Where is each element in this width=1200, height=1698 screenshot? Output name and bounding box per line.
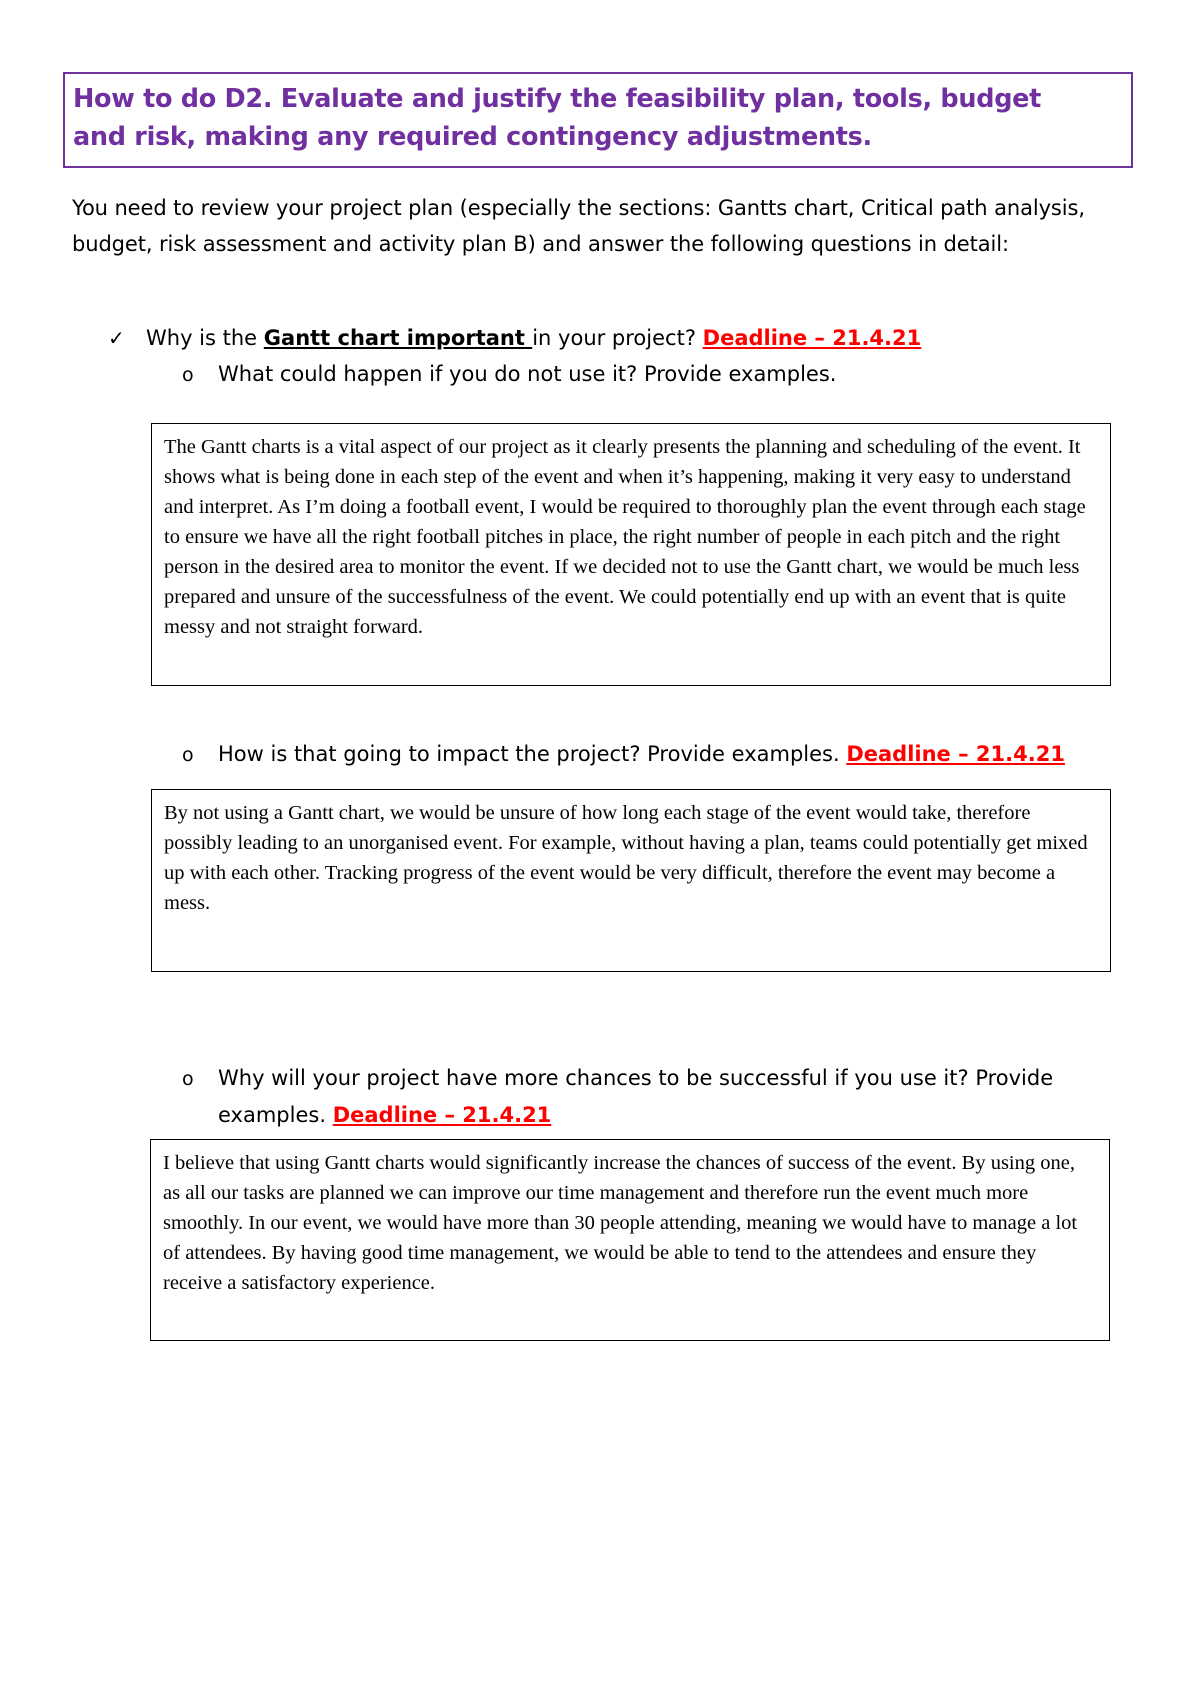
sub-question-1-text: What could happen if you do not use it? Provide examples. <box>218 362 837 386</box>
circle-bullet-icon: o <box>182 1068 194 1090</box>
sub-question-2 <box>182 736 1065 773</box>
main-question <box>108 320 921 356</box>
sub-question-3-text-line-1: Why will your project have more chances to be successful if you use it? Provide <box>218 1066 1054 1090</box>
main-question-emphasis: Gantt chart important <box>263 326 533 350</box>
checkmark-icon: ✓ <box>108 326 125 350</box>
answer-box-3[interactable]: I believe that using Gantt charts would significantly increase the chances of success of the event. By using one, as all our tasks are planned we can improve our time management and therefore run the event much more smoothly. In our event, we would have more than 30 people attending, meaning we would have to manage a lot of attendees. By having good time management, we would be able to tend to the attendees and ensure they receive a satisfactory experience. <box>150 1139 1110 1341</box>
heading-line-2: and risk, making any required contingency adjustments. <box>73 122 872 152</box>
heading-box <box>63 72 1133 168</box>
sub-question-2-text: How is that going to impact the project? Provide examples. <box>218 742 847 766</box>
sub-question-3 <box>182 1060 1162 1133</box>
circle-bullet-icon: o <box>182 364 194 386</box>
intro-paragraph: You need to review your project plan (especially the sections: Gantts chart, Critical path analysis, budget, risk assessment and activity plan B) and answer the following questions in detail: <box>72 196 1085 256</box>
deadline-label: Deadline – 21.4.21 <box>332 1103 552 1127</box>
answer-box-1[interactable]: The Gantt charts is a vital aspect of our project as it clearly presents the planning and scheduling of the event. It shows what is being done in each step of the event and when it’s happening, making it very easy to understand and interpret. As I’m doing a football event, I would be required to thoroughly plan the event through each stage to ensure we have all the right football pitches in place, the right number of people in each pitch and the right person in the desired area to monitor the event. If we decided not to use the Gantt chart, we would be much less prepared and unsure of the successfulness of the event. We could potentially end up with an event that is quite messy and not straight forward. <box>151 423 1111 686</box>
main-question-suffix: in your project? <box>532 326 703 350</box>
deadline-label: Deadline – 21.4.21 <box>702 326 922 350</box>
answer-box-2[interactable]: By not using a Gantt chart, we would be unsure of how long each stage of the event would take, therefore possibly leading to an unorganised event. For example, without having a plan, teams could potentially get mixed up with each other. Tracking progress of the event would be very difficult, therefore the event may become a mess. <box>151 789 1111 972</box>
main-question-prefix: Why is the <box>146 326 264 350</box>
circle-bullet-icon: o <box>182 744 194 766</box>
heading-line-1: How to do D2. Evaluate and justify the feasibility plan, tools, budget <box>73 84 1042 114</box>
sub-question-1 <box>182 356 836 393</box>
deadline-label: Deadline – 21.4.21 <box>846 742 1065 766</box>
sub-question-3-text-line-2: examples. <box>218 1103 333 1127</box>
